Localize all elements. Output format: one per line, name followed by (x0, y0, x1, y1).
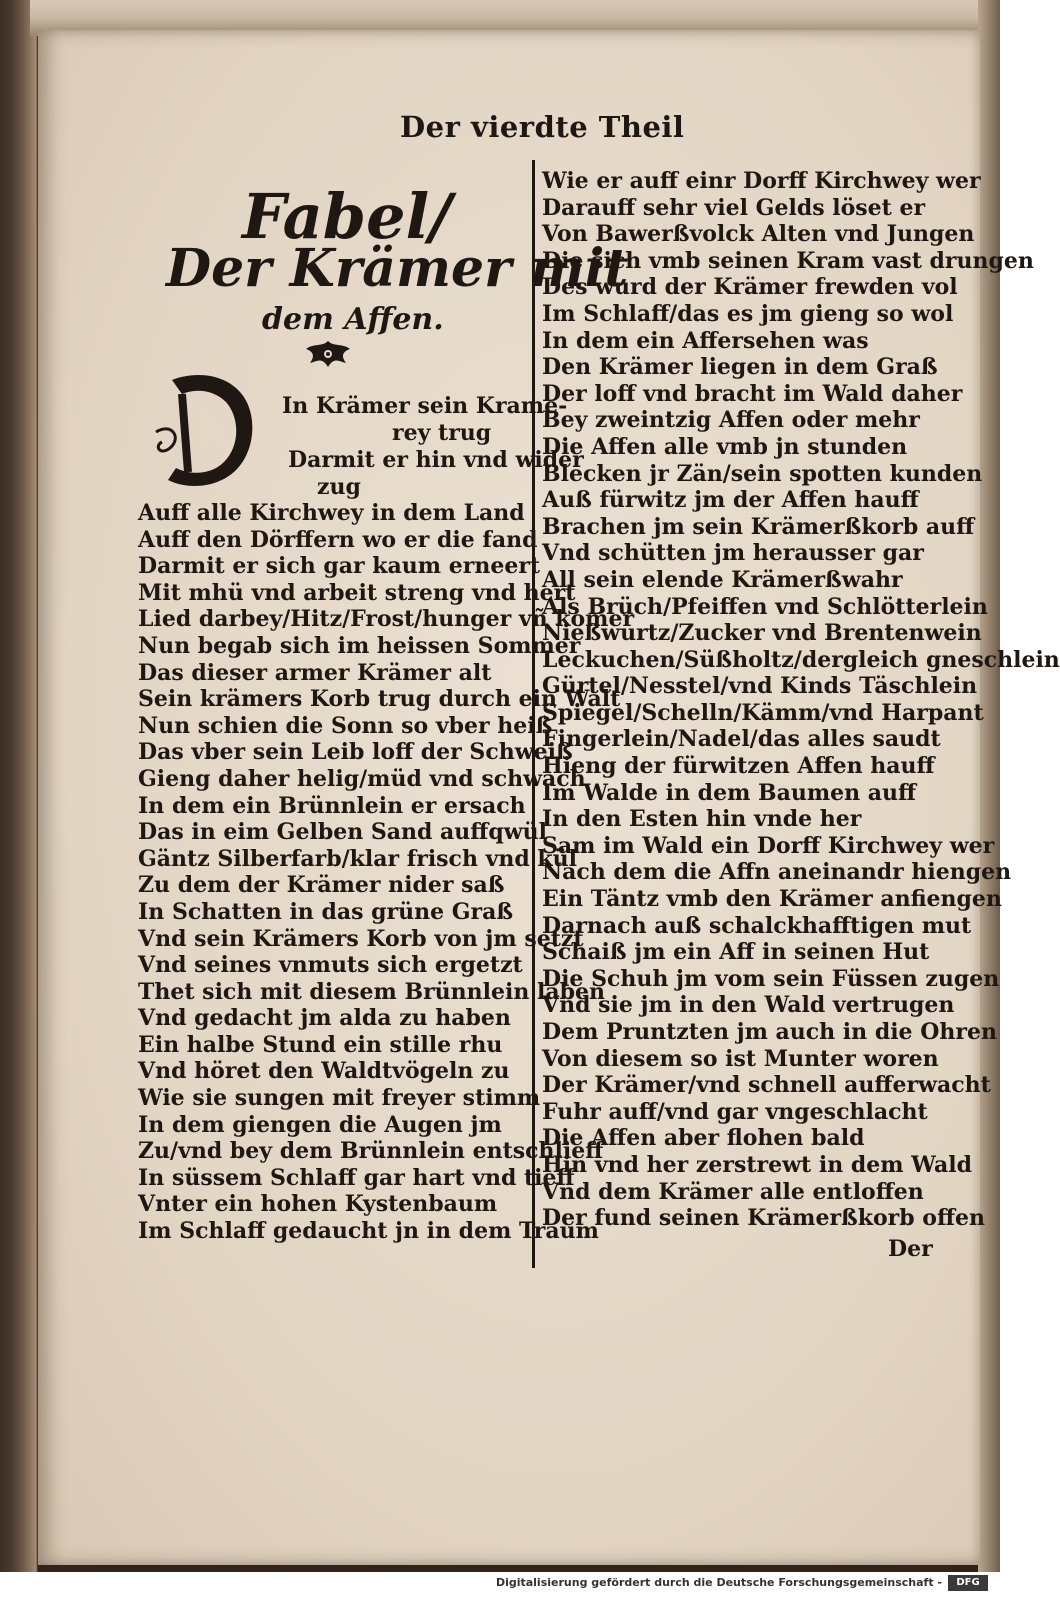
verse-line: All sein elende Krämerßwahr (542, 566, 903, 593)
intro-line: rey trug (392, 420, 492, 446)
verse-line: Das dieser armer Krämer alt (138, 659, 492, 686)
fable-subtitle-line2: dem Affen. (262, 302, 444, 337)
verse-line: Nun schien die Sonn so vber heiß (138, 712, 553, 739)
verse-line: In dem ein Affersehen was (542, 327, 869, 354)
verse-line: Nun begab sich im heissen Sommer (138, 632, 581, 659)
verse-line: Bey zweintzig Affen oder mehr (542, 407, 920, 434)
verse-line: Wie sie sungen mit freyer stimm (138, 1085, 541, 1112)
verse-line: Das vber sein Leib loff der Schweiß (138, 739, 573, 766)
verse-line: Auff den Dörffern wo er die fand (138, 526, 538, 553)
verse-line: Hin vnd her zerstrewt in dem Wald (542, 1151, 972, 1178)
verse-line: Spiegel/Schelln/Kämm/vnd Harpant (542, 699, 984, 726)
verse-line: Vnd höret den Waldtvögeln zu (138, 1058, 510, 1085)
fleuron-ornament-icon (300, 337, 356, 371)
verse-line: Die sich vmb seinen Kram vast drungen (542, 247, 1034, 274)
verse-line: Ein halbe Stund ein stille rhu (138, 1031, 503, 1058)
verse-line: Fuhr auff/vnd gar vngeschlacht (542, 1098, 928, 1125)
verse-line: Vnd sie jm in den Wald vertrugen (542, 992, 955, 1019)
verse-line: Ein Täntz vmb den Krämer anfiengen (542, 886, 1002, 913)
verse-line: Gieng daher helig/müd vnd schwach (138, 765, 586, 792)
verse-line: Der Krämer/vnd schnell aufferwacht (542, 1072, 991, 1099)
verse-line: Die Affen aber flohen bald (542, 1125, 865, 1152)
verse-line: Auß fürwitz jm der Affen hauff (542, 487, 919, 514)
verse-line: In dem ein Brünnlein er ersach (138, 792, 526, 819)
verse-line: Darauff sehr viel Gelds löset er (542, 194, 926, 221)
verse-line: Die Schuh jm vom sein Füssen zugen (542, 965, 1000, 992)
intro-line: zug (317, 474, 361, 500)
verse-line: Mit mhü vnd arbeit streng vnd hert (138, 579, 576, 606)
verse-line: Fingerlein/Nadel/das alles saudt (542, 726, 941, 753)
verse-line: Sam im Wald ein Dorff Kirchwey wer (542, 832, 995, 859)
verse-line: Darnach auß schalckhafftigen mut (542, 912, 972, 939)
verse-line: Vnd gedacht jm alda zu haben (138, 1005, 511, 1032)
verse-line: In dem giengen die Augen jm (138, 1111, 502, 1138)
verse-line: Nießwurtz/Zucker vnd Brentenwein (542, 620, 982, 647)
verse-line: Zu/vnd bey dem Brünnlein entschlieff (138, 1138, 604, 1165)
verse-line: Nach dem die Affn aneinandr hiengen (542, 859, 1012, 886)
verse-line: Der fund seinen Krämerßkorb offen (542, 1205, 986, 1232)
verse-line: Vnter ein hohen Kystenbaum (138, 1191, 498, 1218)
verse-line: Gäntz Silberfarb/klar frisch vnd kül (138, 845, 578, 872)
verse-line: Hieng der fürwitzen Affen hauff (542, 753, 935, 780)
verse-line: Die Affen alle vmb jn stunden (542, 433, 908, 460)
verse-line: Lied darbey/Hitz/Frost/hunger vñ komer (138, 606, 635, 633)
fable-subtitle-line1: Der Krämer mit (166, 238, 629, 299)
verse-line: In Schatten in das grüne Graß (138, 898, 514, 925)
verse-line: Vnd schütten jm herausser gar (542, 540, 924, 567)
verse-line: Vnd sein Krämers Korb von jm setzt (138, 925, 584, 952)
verse-line: Von Bawerßvolck Alten vnd Jungen (542, 221, 975, 248)
verse-line: Wie er auff einr Dorff Kirchwey wer (542, 168, 981, 194)
verse-line: In süssem Schlaff gar hart vnd tieff (138, 1164, 575, 1191)
verse-line: Gürtel/Nesstel/vnd Kinds Täschlein (542, 673, 978, 700)
verse-line: Des wurd der Krämer frewden vol (542, 274, 958, 301)
verse-line: Als Brüch/Pfeiffen vnd Schlötterlein (542, 593, 988, 620)
verse-line: Den Krämer liegen in dem Graß (542, 354, 938, 381)
verse-line: Der loff vnd bracht im Wald daher (542, 380, 963, 407)
verse-line: Leckuchen/Süßholtz/dergleich gneschlein (542, 646, 1060, 673)
verse-line: Im Schlaff/das es jm gieng so wol (542, 300, 954, 327)
intro-line: In Krämer sein Krame- (282, 393, 568, 419)
dfg-logo-icon: DFG (948, 1575, 988, 1591)
digitization-footer (0, 1572, 1000, 1597)
intro-lines (282, 393, 584, 501)
verse-line: Blecken jr Zän/sein spotten kunden (542, 460, 983, 487)
verse-line: Zu dem der Krämer nider saß (138, 872, 505, 899)
verse-line: Auff alle Kirchwey in dem Land (138, 500, 525, 526)
verse-line: Sein krämers Korb trug durch ein Walt (138, 686, 621, 713)
running-head: Der vierdte Theil (400, 110, 685, 144)
verse-line: Brachen jm sein Krämerßkorb auff (542, 513, 975, 540)
fable-title: Fabel/ (242, 180, 452, 253)
right-verse-column (542, 168, 1060, 1232)
verse-line: Darmit er sich gar kaum erneert (138, 553, 541, 580)
catchword: Der (888, 1236, 933, 1262)
intro-line: Darmit er hin vnd wider (288, 447, 584, 473)
verse-line: Vnd dem Krämer alle entloffen (542, 1178, 924, 1205)
footer-credit: Digitalisierung gefördert durch die Deutsche Forschungsgemeinschaft - (495, 1576, 942, 1589)
verse-line: Vnd seines vnmuts sich ergetzt (138, 952, 523, 979)
verse-line: Im Schlaff gedaucht jn in dem Traum (138, 1218, 599, 1245)
verse-line: Im Walde in dem Baumen auff (542, 779, 917, 806)
decorated-initial-icon (152, 372, 264, 492)
verse-line: In den Esten hin vnde her (542, 806, 862, 833)
verse-line: Thet sich mit diesem Brünnlein laben (138, 978, 606, 1005)
verse-line: Das in eim Gelben Sand auffqwül (138, 819, 548, 846)
verse-line: Schaiß jm ein Aff in seinen Hut (542, 939, 930, 966)
verse-line: Von diesem so ist Munter woren (542, 1045, 939, 1072)
verse-line: Dem Pruntzten jm auch in die Ohren (542, 1019, 997, 1045)
